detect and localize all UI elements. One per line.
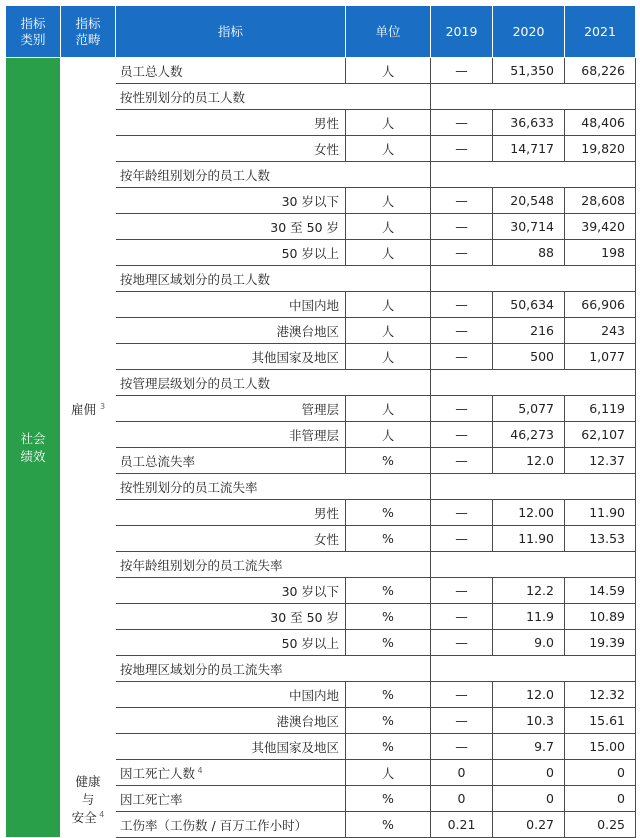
indicator-label: 30 至 50 岁 — [116, 604, 346, 630]
value-2020: 12.00 — [493, 500, 565, 526]
value-2020: 36,633 — [493, 110, 565, 136]
indicator-label: 因工死亡率 — [116, 786, 346, 812]
value-2019: — — [431, 734, 493, 760]
indicator-label: 男性 — [116, 500, 346, 526]
unit-cell: % — [346, 578, 431, 604]
indicator-label: 男性 — [116, 110, 346, 136]
value-2020: 20,548 — [493, 188, 565, 214]
value-2021: 12.32 — [565, 682, 636, 708]
value-2020: 12.0 — [493, 682, 565, 708]
value-2019: — — [431, 214, 493, 240]
indicator-label: 管理层 — [116, 396, 346, 422]
scope-health-safety: 健康 与 安全 $^4$ — [61, 760, 116, 838]
value-2021: 39,420 — [565, 214, 636, 240]
value-2019: — — [431, 110, 493, 136]
value-2019: — — [431, 292, 493, 318]
esg-indicator-table-container — [5, 5, 635, 831]
value-2021: 12.37 — [565, 448, 636, 474]
unit-cell: % — [346, 708, 431, 734]
indicator-label: 女性 — [116, 136, 346, 162]
unit-cell: 人 — [346, 422, 431, 448]
value-2021: 15.61 — [565, 708, 636, 734]
value-2020: 11.90 — [493, 526, 565, 552]
value-2019: — — [431, 344, 493, 370]
group-label: 按年龄组别划分的员工人数 — [116, 162, 346, 188]
value-2019: — — [431, 188, 493, 214]
value-2021: 13.53 — [565, 526, 636, 552]
empty-cell — [346, 162, 431, 188]
value-2019: 0 — [431, 760, 493, 786]
unit-cell: 人 — [346, 214, 431, 240]
value-2019: — — [431, 630, 493, 656]
footnote-mark: 3 — [99, 401, 106, 411]
value-2020: 9.0 — [493, 630, 565, 656]
unit-cell: % — [346, 786, 431, 812]
group-label: 按地理区域划分的员工人数 — [116, 266, 346, 292]
unit-cell: % — [346, 604, 431, 630]
unit-cell: % — [346, 630, 431, 656]
header-scope: 指标 范畴 — [61, 6, 116, 58]
value-2019: — — [431, 136, 493, 162]
group-label: 按年龄组别划分的员工流失率 — [116, 552, 346, 578]
value-2021: 19,820 — [565, 136, 636, 162]
value-2019: 0.21 — [431, 812, 493, 838]
empty-cell — [346, 656, 431, 682]
value-2020: 51,350 — [493, 58, 565, 84]
unit-cell: 人 — [346, 240, 431, 266]
empty-cell — [431, 162, 636, 188]
indicator-label: 因工死亡人数 $^4$ — [116, 760, 346, 786]
value-2019: — — [431, 448, 493, 474]
value-2021: 62,107 — [565, 422, 636, 448]
indicator-label: 女性 — [116, 526, 346, 552]
value-2020: 0 — [493, 786, 565, 812]
value-2020: 12.2 — [493, 578, 565, 604]
empty-cell — [431, 266, 636, 292]
header-row — [6, 6, 636, 58]
value-2020: 0 — [493, 760, 565, 786]
unit-cell: 人 — [346, 292, 431, 318]
value-2019: — — [431, 604, 493, 630]
header-unit: 单位 — [346, 6, 431, 58]
indicator-label: 50 岁以上 — [116, 240, 346, 266]
empty-cell — [346, 552, 431, 578]
unit-cell: % — [346, 682, 431, 708]
indicator-label: 非管理层 — [116, 422, 346, 448]
unit-cell: 人 — [346, 110, 431, 136]
scope-employment: 雇佣 $^3$ — [61, 58, 116, 760]
table-row — [6, 58, 636, 84]
indicator-label: 30 岁以下 — [116, 188, 346, 214]
value-2019: — — [431, 240, 493, 266]
empty-cell — [431, 552, 636, 578]
value-2021: 66,906 — [565, 292, 636, 318]
value-2020: 50,634 — [493, 292, 565, 318]
value-2019: — — [431, 58, 493, 84]
group-label: 按管理层级划分的员工人数 — [116, 370, 346, 396]
header-indicator: 指标 — [116, 6, 346, 58]
indicator-label: 员工总流失率 — [116, 448, 346, 474]
unit-cell: 人 — [346, 344, 431, 370]
indicator-label: 港澳台地区 — [116, 708, 346, 734]
empty-cell — [346, 266, 431, 292]
empty-cell — [431, 656, 636, 682]
table-body — [6, 58, 636, 838]
value-2021: 48,406 — [565, 110, 636, 136]
value-2021: 0 — [565, 760, 636, 786]
footnote-mark: 4 — [96, 809, 105, 819]
value-2019: — — [431, 682, 493, 708]
value-2020: 88 — [493, 240, 565, 266]
unit-cell: 人 — [346, 58, 431, 84]
value-2019: — — [431, 578, 493, 604]
value-2021: 10.89 — [565, 604, 636, 630]
value-2020: 9.7 — [493, 734, 565, 760]
unit-cell: 人 — [346, 760, 431, 786]
indicator-label: 中国内地 — [116, 292, 346, 318]
unit-cell: % — [346, 526, 431, 552]
unit-cell: 人 — [346, 318, 431, 344]
empty-cell — [431, 370, 636, 396]
unit-cell: % — [346, 734, 431, 760]
indicator-label: 其他国家及地区 — [116, 344, 346, 370]
value-2020: 11.9 — [493, 604, 565, 630]
empty-cell — [431, 84, 636, 110]
value-2019: — — [431, 422, 493, 448]
indicator-label: 30 岁以下 — [116, 578, 346, 604]
unit-cell: % — [346, 500, 431, 526]
header-category: 指标 类别 — [6, 6, 61, 58]
value-2020: 0.27 — [493, 812, 565, 838]
value-2021: 28,608 — [565, 188, 636, 214]
value-2021: 0 — [565, 786, 636, 812]
indicator-label: 其他国家及地区 — [116, 734, 346, 760]
unit-cell: 人 — [346, 136, 431, 162]
header-year-2021: 2021 — [565, 6, 636, 58]
value-2021: 19.39 — [565, 630, 636, 656]
header-year-2019: 2019 — [431, 6, 493, 58]
value-2020: 46,273 — [493, 422, 565, 448]
empty-cell — [346, 474, 431, 500]
value-2021: 0.25 — [565, 812, 636, 838]
value-2020: 5,077 — [493, 396, 565, 422]
value-2019: — — [431, 500, 493, 526]
value-2021: 15.00 — [565, 734, 636, 760]
value-2019: — — [431, 708, 493, 734]
unit-cell: % — [346, 448, 431, 474]
category-social-performance: 社会 绩效 — [6, 58, 61, 838]
indicator-label: 50 岁以上 — [116, 630, 346, 656]
value-2021: 68,226 — [565, 58, 636, 84]
value-2020: 12.0 — [493, 448, 565, 474]
value-2019: — — [431, 396, 493, 422]
value-2021: 11.90 — [565, 500, 636, 526]
value-2021: 6,119 — [565, 396, 636, 422]
value-2019: — — [431, 526, 493, 552]
indicator-label: 员工总人数 — [116, 58, 346, 84]
value-2019: 0 — [431, 786, 493, 812]
empty-cell — [346, 84, 431, 110]
value-2021: 198 — [565, 240, 636, 266]
group-label: 按性别划分的员工流失率 — [116, 474, 346, 500]
esg-indicator-table — [5, 5, 636, 838]
value-2020: 10.3 — [493, 708, 565, 734]
unit-cell: 人 — [346, 188, 431, 214]
value-2019: — — [431, 318, 493, 344]
value-2020: 14,717 — [493, 136, 565, 162]
value-2021: 14.59 — [565, 578, 636, 604]
header-year-2020: 2020 — [493, 6, 565, 58]
empty-cell — [431, 474, 636, 500]
group-label: 按性别划分的员工人数 — [116, 84, 346, 110]
unit-cell: % — [346, 812, 431, 838]
indicator-label: 30 至 50 岁 — [116, 214, 346, 240]
footnote-mark: 4 — [195, 765, 203, 775]
value-2020: 500 — [493, 344, 565, 370]
value-2021: 1,077 — [565, 344, 636, 370]
group-label: 按地理区域划分的员工流失率 — [116, 656, 346, 682]
indicator-label: 港澳台地区 — [116, 318, 346, 344]
indicator-label: 工伤率（工伤数 / 百万工作小时） — [116, 812, 346, 838]
value-2021: 243 — [565, 318, 636, 344]
indicator-label: 中国内地 — [116, 682, 346, 708]
unit-cell: 人 — [346, 396, 431, 422]
table-row — [6, 760, 636, 786]
value-2020: 216 — [493, 318, 565, 344]
empty-cell — [346, 370, 431, 396]
value-2020: 30,714 — [493, 214, 565, 240]
